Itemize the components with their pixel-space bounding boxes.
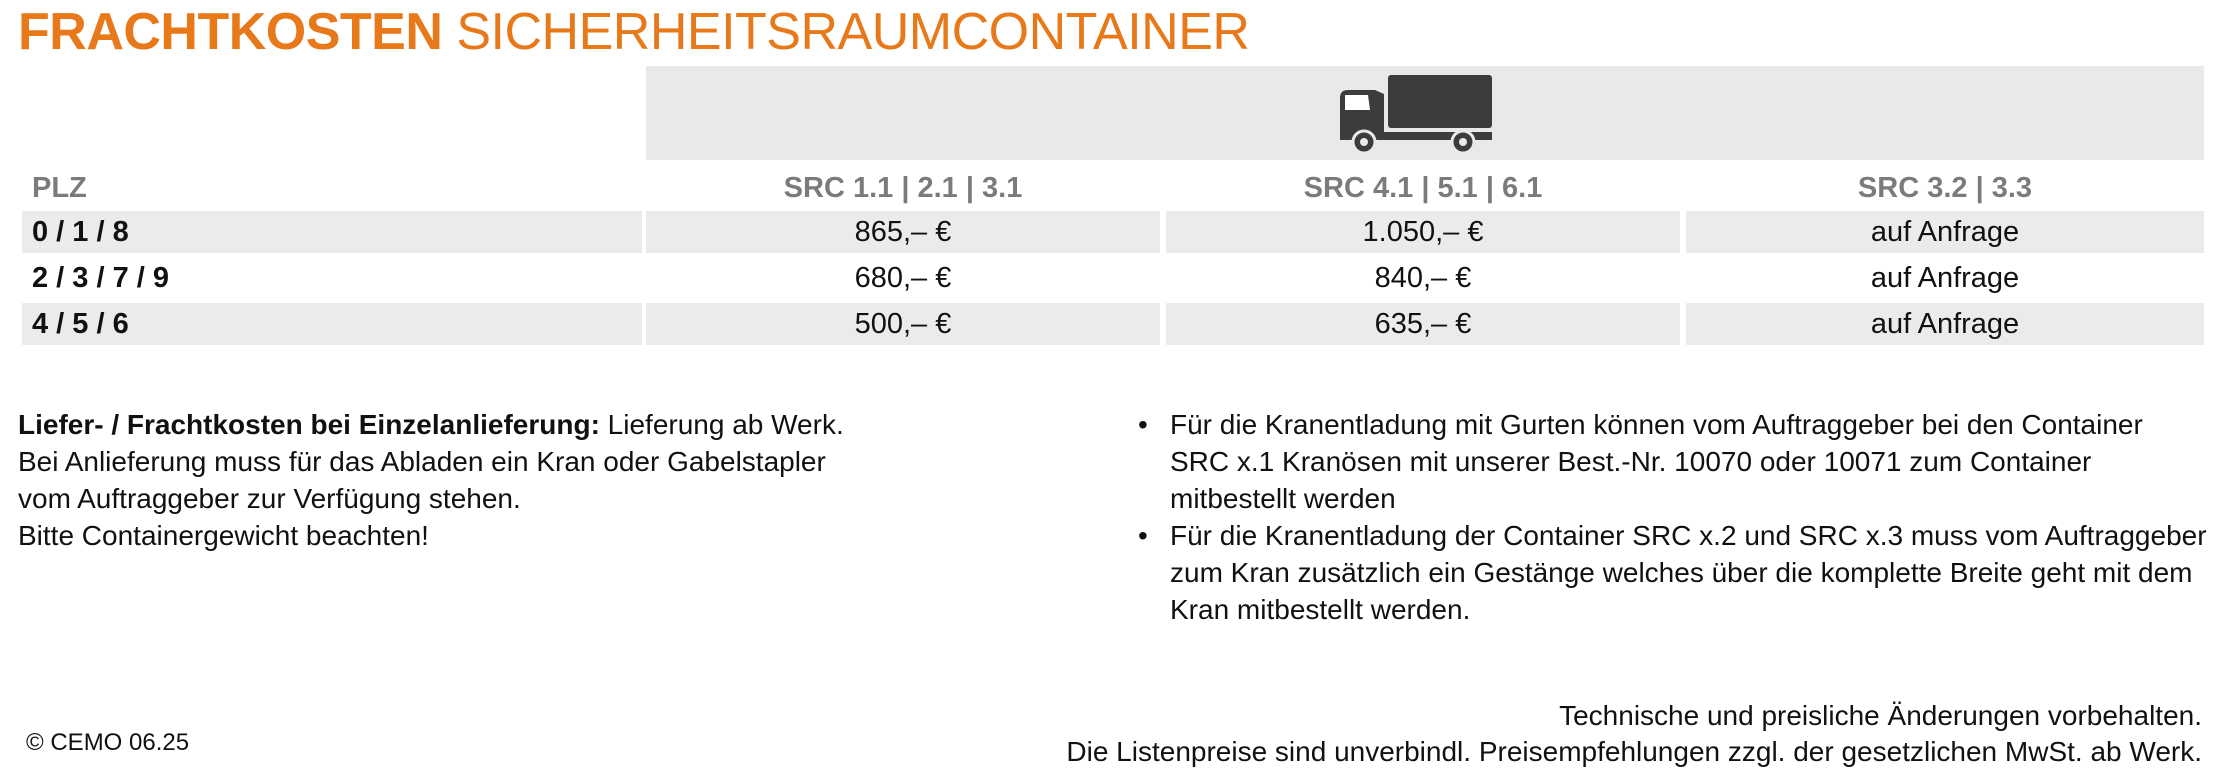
plz-cell: 2 / 3 / 7 / 9 [32, 262, 170, 294]
price-cell: auf Anfrage [1686, 211, 2204, 253]
price-cell: 865,– € [646, 211, 1160, 253]
price-cell: 500,– € [646, 303, 1160, 345]
plz-cell: 0 / 1 / 8 [22, 211, 642, 253]
title-normal: SICHERHEITSRAUMCONTAINER [456, 3, 1250, 61]
title-bold: FRACHTKOSTEN [18, 3, 443, 61]
disclaimer-line2: Die Listenpreise sind unverbindl. Preisempfehlungen zzgl. der gesetzlichen MwSt. ab Werk. [1066, 736, 2202, 767]
header-col-src-4: SRC 4.1 | 5.1 | 6.1 [1303, 172, 1543, 204]
price-cell: auf Anfrage [1686, 303, 2204, 345]
header-col-src-3-2: SRC 3.2 | 3.3 [1857, 172, 2033, 204]
delivery-note-line2: Bei Anlieferung muss für das Abladen ein Kran oder Gabelstapler [18, 446, 826, 477]
price-cell: 635,– € [1166, 303, 1680, 345]
crane-notes-list [1138, 406, 2208, 628]
table-row [22, 211, 2204, 253]
delivery-note-line3: vom Auftraggeber zur Verfügung stehen. [18, 483, 521, 514]
disclaimer [1066, 698, 2202, 770]
price-cell: auf Anfrage [1870, 262, 2020, 294]
delivery-note [18, 406, 1098, 554]
copyright: © CEMO 06.25 [26, 729, 190, 756]
delivery-note-line4: Bitte Containergewicht beachten! [18, 520, 429, 551]
price-cell: 840,– € [1374, 262, 1472, 294]
table-row [22, 303, 2204, 345]
delivery-note-label: Liefer- / Frachtkosten bei Einzelanlieferung: [18, 409, 600, 440]
list-item: • Für die Kranentladung der Container SRC x.2 und SRC x.3 muss vom Auftraggeber zum Kran zusätzlich ein Gestänge welches über die komplette Breite geht mit dem Kran mitbestellt werden. [1138, 517, 2208, 628]
price-cell: 680,– € [854, 262, 952, 294]
list-item: • Für die Kranentladung mit Gurten können vom Auftraggeber bei den Container SRC x.1 Kranösen mit unserer Best.-Nr. 10070 oder 10071 zum Container mitbestellt werden [1138, 406, 2208, 517]
page-title [18, 2, 1249, 62]
price-cell: 1.050,– € [1166, 211, 1680, 253]
disclaimer-line1: Technische und preisliche Änderungen vorbehalten. [1559, 700, 2202, 731]
plz-cell: 4 / 5 / 6 [22, 303, 642, 345]
delivery-note-line1: Lieferung ab Werk. [599, 409, 844, 440]
truck-icon [1335, 72, 1495, 154]
table-row [22, 257, 2204, 299]
header-col-src-1: SRC 1.1 | 2.1 | 3.1 [783, 172, 1023, 204]
header-plz: PLZ [32, 172, 87, 204]
